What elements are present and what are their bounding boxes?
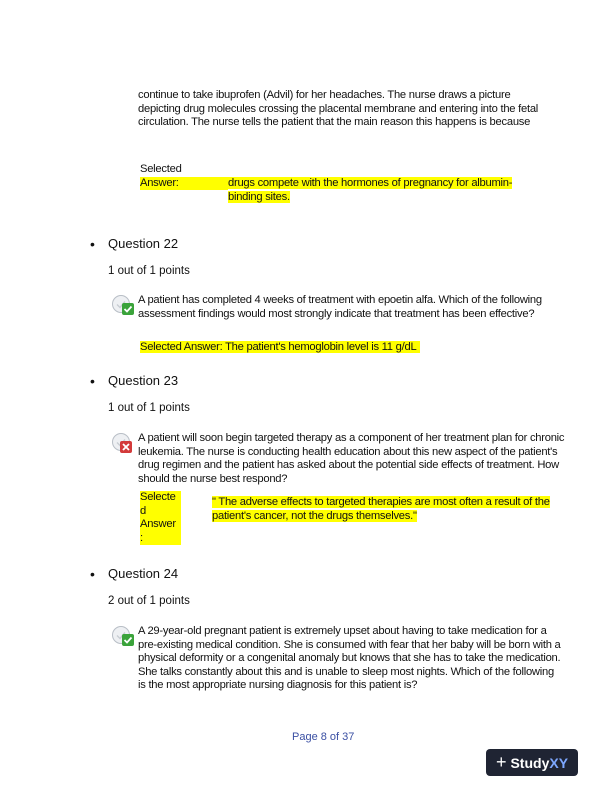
q23-text: A patient will soon begin targeted therapy as a component of her treatment plan for chronic leukemia. The nurse is conducting health education about this new aspect of the patient's drug regimen and the patient has asked about the potential side effects of treatment. How should the nurse best respond? [138, 432, 565, 485]
q22-selected-answer: Selected Answer: The patient's hemoglobin level is 11 g/dL [140, 341, 420, 355]
q21-continued-text: continue to take ibuprofen (Advil) for her headaches. The nurse draws a picture depicting drug molecules crossing the placental membrane and entering into the fetal circulation. The nurse tells the patient that the main reason this happens is because [138, 89, 539, 129]
q23-label-line3: Answer [140, 518, 181, 532]
brand-name-part2: XY [549, 754, 569, 771]
page-number: Page 8 of 37 [292, 731, 355, 743]
plus-icon: + [495, 752, 507, 772]
q23-bullet: • [90, 373, 95, 389]
brand-name-part1: Study [510, 754, 550, 771]
q23-points: 1 out of 1 points [108, 402, 190, 414]
q23-selected-answer: " The adverse effects to targeted therapies are most often a result of the patient's cancer, not the drugs themselves." [212, 496, 550, 522]
top-mark [301, 0, 311, 5]
q24-bullet: • [90, 566, 95, 582]
q21-selected-answer: drugs compete with the hormones of pregnancy for albumin-binding sites. [228, 177, 513, 203]
q21-selected-label [140, 163, 228, 190]
q22-bullet: • [90, 236, 95, 252]
correct-check-icon [110, 625, 136, 647]
q22-points: 1 out of 1 points [108, 265, 190, 277]
q24-points: 2 out of 1 points [108, 595, 190, 607]
q23-label-line1: Selecte [140, 491, 181, 505]
q23-label-line2: d [140, 505, 181, 519]
q22-title: Question 22 [108, 236, 179, 251]
q22-text: A patient has completed 4 weeks of treatment with epoetin alfa. Which of the following assessment findings would most strongly indicate that treatment has been effective? [138, 294, 542, 320]
q21-selected-label-line2: Answer: [140, 177, 228, 191]
q24-title: Question 24 [108, 566, 179, 581]
incorrect-x-icon [110, 432, 136, 454]
q21-selected-label-line1: Selected [140, 163, 182, 175]
q23-label-line4: : [140, 532, 181, 546]
q23-selected-label [140, 491, 181, 545]
q24-text: A 29-year-old pregnant patient is extremely upset about having to take medication for a pre-existing medical condition. She is consumed with fear that her baby will be born with a physical deformity or a congenital anomaly but knows that she has to take the medication. She talks constantly about this and is unable to sleep most nights. Which of the following is the most appropriate nursing diagnosis for this patient is? [138, 625, 561, 692]
studyxy-logo[interactable] [486, 749, 578, 776]
correct-check-icon [110, 294, 136, 316]
q23-title: Question 23 [108, 373, 179, 388]
